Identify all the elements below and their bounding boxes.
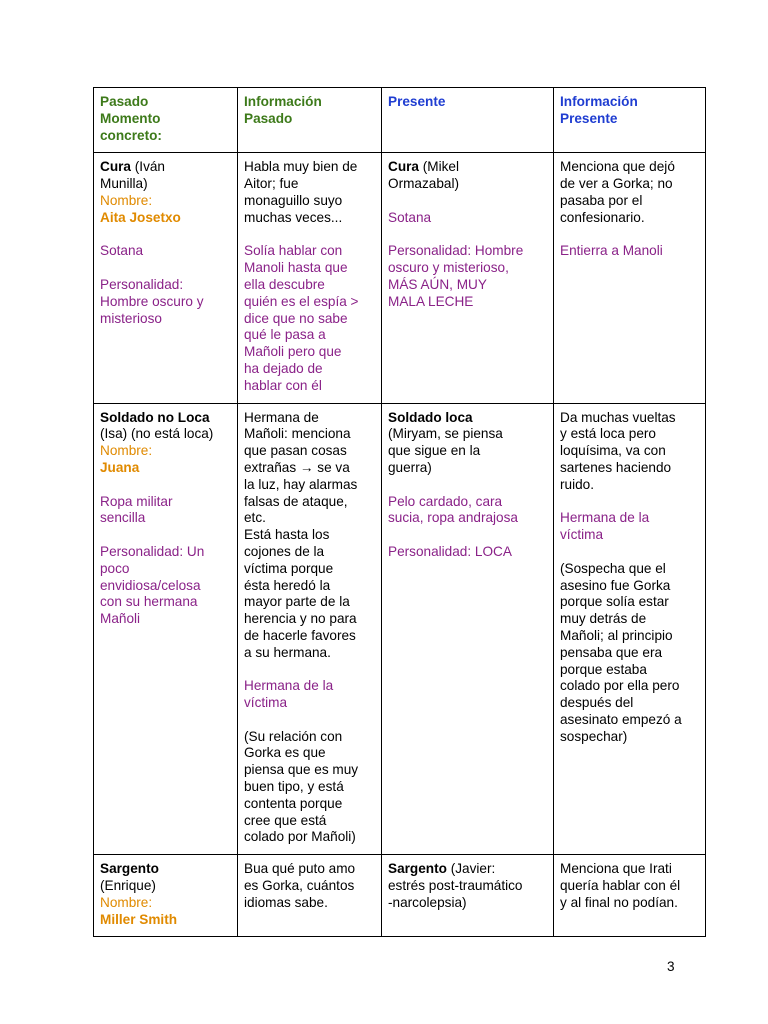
table-header-row: [94, 88, 706, 153]
header-info-pasado: [238, 88, 382, 153]
note-text: Hermana de la víctima: [560, 510, 650, 543]
info-text: Menciona que dejó de ver a Gorka; no pasaba por el confesionario.: [560, 159, 675, 225]
costume-text: Sotana: [100, 243, 144, 259]
header-pasado-text: Pasado Momento concreto:: [100, 94, 162, 143]
cell-info-pasado: [238, 153, 382, 403]
actor-name: (Mikel Ormazabal): [388, 159, 460, 192]
cell-info-pasado: [238, 403, 382, 855]
cell-info-presente: [554, 153, 706, 403]
cell-info-pasado: [238, 855, 382, 937]
cell-presente: [382, 855, 554, 937]
cell-pasado: [94, 403, 238, 855]
personality-text: Personalidad: LOCA: [388, 543, 512, 559]
character-table: [93, 87, 706, 937]
costume-text: Pelo cardado, cara sucia, ropa andrajosa: [388, 493, 518, 526]
character-name: Sargento: [100, 861, 159, 877]
character-name: Sargento: [388, 861, 447, 877]
costume-text: Ropa militar sencilla: [100, 493, 173, 526]
character-name: Soldado loca: [388, 409, 473, 425]
note-text: Entierra a Manoli: [560, 243, 663, 259]
actor-name: (Javier: estrés post-traumático -narcolepsia): [388, 861, 523, 910]
table-row: [94, 153, 706, 403]
actor-name: (Isa) (no está loca): [100, 426, 214, 442]
header-presente: [382, 88, 554, 153]
header-info-presente-text: Información Presente: [560, 94, 638, 126]
extra-text: (Sospecha que el asesino fue Gorka porque solía estar muy detrás de Mañoli; al principio pensaba que era porque estaba colado por ella pero después del asesinato empezó a sospechar): [560, 560, 682, 744]
cell-presente: [382, 153, 554, 403]
cell-pasado: [94, 855, 238, 937]
nombre-label: Nombre:: [100, 894, 153, 910]
personality-text: Personalidad: Hombre oscuro y misterioso: [100, 276, 204, 326]
nombre-value: Aita Josetxo: [100, 209, 181, 225]
info-text: Habla muy bien de Aitor; fue monaguillo suyo muchas veces...: [244, 159, 358, 225]
page-number: 3: [667, 959, 675, 974]
info-text: Da muchas vueltas y está loca pero loquísima, va con sartenes haciendo ruido.: [560, 409, 676, 492]
info-text: Hermana de Mañoli: menciona que pasan cosas extrañas → se va la luz, hay alarmas falsas de ataque, etc. Está hasta los cojones de la víctima porque ésta heredó la mayor parte de la herencia y no para de hacerle favores a su hermana.: [244, 409, 358, 660]
header-info-pasado-text: Información Pasado: [244, 94, 322, 126]
actor-name: (Miryam, se piensa que sigue en la guerra): [388, 426, 503, 475]
actor-name: (Enrique): [100, 878, 156, 894]
nombre-label: Nombre:: [100, 192, 153, 208]
nombre-label: Nombre:: [100, 443, 153, 459]
header-presente-text: Presente: [388, 94, 446, 109]
info-text: Bua qué puto amo es Gorka, cuántos idiomas sabe.: [244, 861, 356, 910]
header-pasado: [94, 88, 238, 153]
personality-text: Personalidad: Un poco envidiosa/celosa con su hermana Mañoli: [100, 543, 205, 627]
cell-presente: [382, 403, 554, 855]
costume-text: Sotana: [388, 209, 432, 225]
nombre-value: Juana: [100, 459, 140, 475]
cell-pasado: [94, 153, 238, 403]
cell-info-presente: [554, 855, 706, 937]
header-info-presente: [554, 88, 706, 153]
note-text: Solía hablar con Manoli hasta que ella descubre quién es el espía > dice que no sabe qué le pasa a Mañoli pero que ha dejado de hablar con él: [244, 243, 359, 393]
actor-name: (Iván Munilla): [100, 159, 165, 192]
character-name: Cura: [388, 159, 419, 175]
character-name: Soldado no Loca: [100, 409, 210, 425]
extra-text: (Su relación con Gorka es que piensa que es muy buen tipo, y está contenta porque cree que está colado por Mañoli): [244, 728, 359, 845]
table-row: [94, 855, 706, 937]
table-row: [94, 403, 706, 855]
cell-info-presente: [554, 403, 706, 855]
nombre-value: Miller Smith: [100, 911, 178, 927]
note-text: Hermana de la víctima: [244, 678, 334, 711]
personality-text: Personalidad: Hombre oscuro y misterioso, MÁS AÚN, MUY MALA LECHE: [388, 243, 524, 309]
info-text: Menciona que Irati quería hablar con él y al final no podían.: [560, 861, 681, 910]
character-name: Cura: [100, 159, 131, 175]
